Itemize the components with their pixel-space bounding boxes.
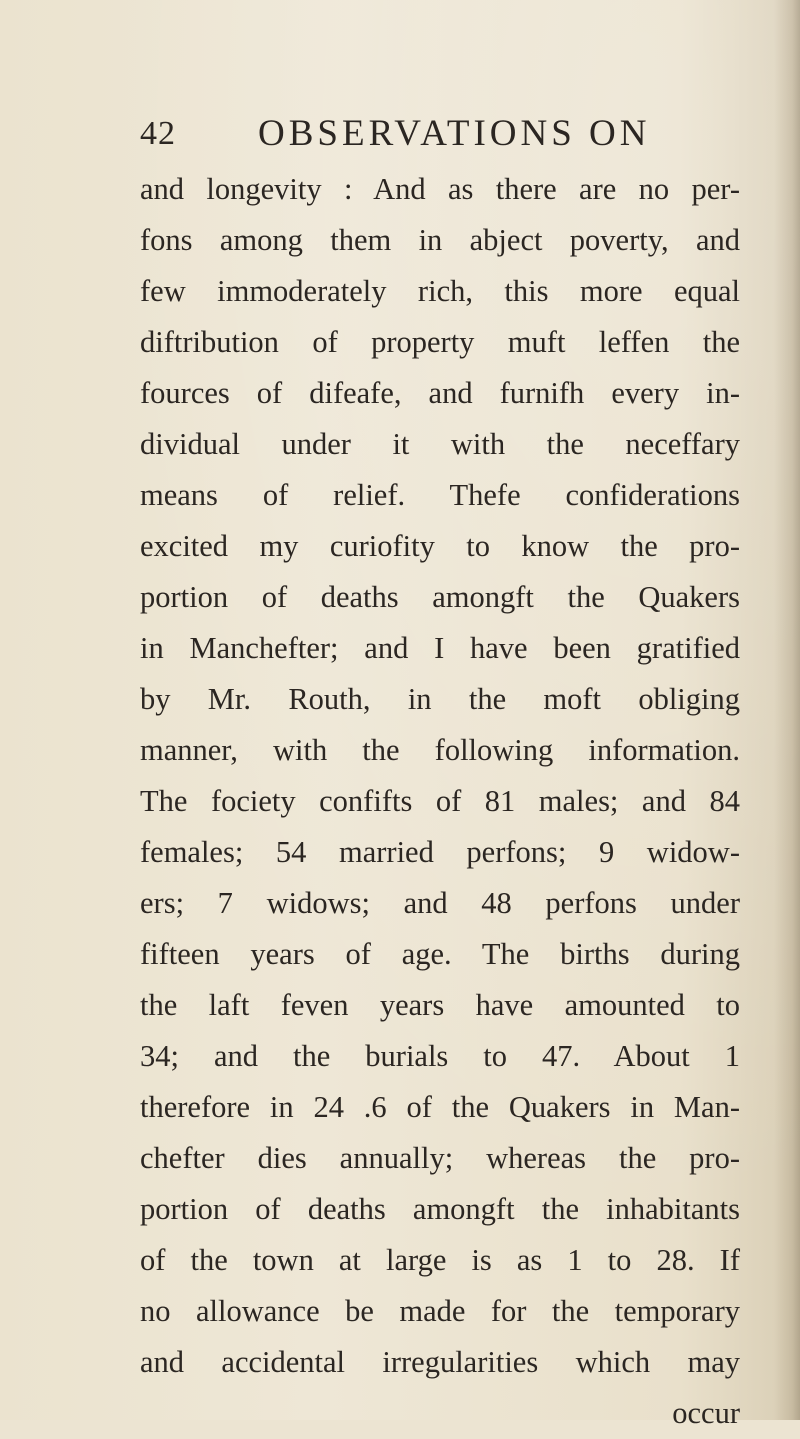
text-line: The fociety confifts of 81 males; and 84 [140,784,740,818]
text-line: and accidental irregularities which may [140,1345,740,1379]
text-line: excited my curiofity to know the pro- [140,529,740,563]
text-line: 34; and the burials to 47. About 1 [140,1039,740,1073]
text-line: by Mr. Routh, in the moft obliging [140,682,740,716]
catchword: occur [672,1396,740,1430]
text-line: no allowance be made for the temporary [140,1294,740,1328]
text-line: in Manchefter; and I have been gratified [140,631,740,665]
text-line: portion of deaths amongft the inhabitants [140,1192,740,1226]
text-line: ers; 7 widows; and 48 perfons under [140,886,740,920]
text-line: manner, with the following information. [140,733,740,767]
text-line: therefore in 24 .6 of the Quakers in Man- [140,1090,740,1124]
text-line: portion of deaths amongft the Quakers [140,580,740,614]
text-line: few immoderately rich, this more equal [140,274,740,308]
text-line: fifteen years of age. The births during [140,937,740,971]
text-line: means of relief. Thefe confiderations [140,478,740,512]
body-text [140,164,740,1439]
page-number: 42 [140,115,176,152]
text-line: fons among them in abject poverty, and [140,223,740,257]
text-line: and longevity : And as there are no per- [140,172,740,206]
text-line: diftribution of property muft leffen the [140,325,740,359]
text-line: fources of difeafe, and furnifh every in- [140,376,740,410]
page-header [140,112,700,162]
text-line: chefter dies annually; whereas the pro- [140,1141,740,1175]
text-line: females; 54 married perfons; 9 widow- [140,835,740,869]
page-edge-shadow [774,0,800,1420]
text-line: dividual under it with the neceffary [140,427,740,461]
text-line: the laft feven years have amounted to [140,988,740,1022]
text-line: of the town at large is as 1 to 28. If [140,1243,740,1277]
running-title: OBSERVATIONS ON [258,113,651,154]
